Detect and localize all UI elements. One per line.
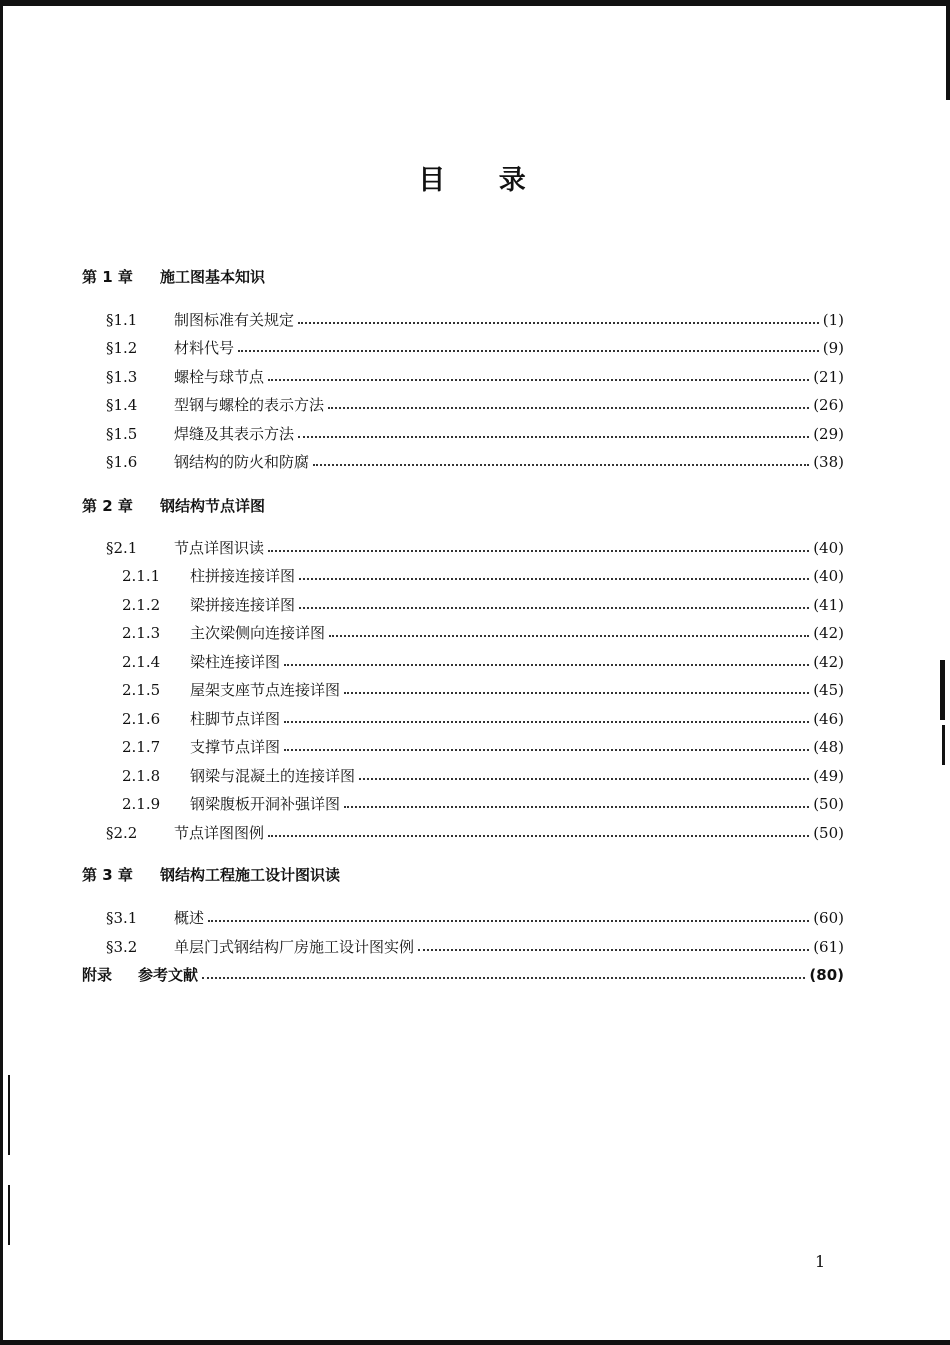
entry-title: 材料代号: [174, 339, 235, 357]
scan-border-bottom: [0, 1340, 950, 1345]
entry-page: (60): [813, 909, 844, 927]
entry-number: 2.1.8: [122, 767, 161, 785]
toc-entry[interactable]: [122, 765, 844, 787]
toc-entry[interactable]: [106, 936, 844, 958]
scan-edge-mark: [942, 725, 945, 765]
entry-page: (50): [813, 795, 844, 813]
entry-page: (29): [813, 425, 844, 443]
dot-leader: [298, 322, 819, 324]
entry-title: 参考文献: [138, 966, 199, 984]
entry-number: 2.1.2: [122, 596, 161, 614]
entry-number: §3.1: [106, 909, 138, 927]
chapter-heading: [82, 266, 265, 287]
entry-page: (49): [813, 767, 844, 785]
entry-page: (42): [813, 653, 844, 671]
dot-leader: [313, 464, 809, 466]
entry-title: 钢结构的防火和防腐: [174, 453, 310, 471]
entry-number: §2.1: [106, 539, 138, 557]
chapter-title: 施工图基本知识: [160, 268, 266, 286]
toc-entry[interactable]: [122, 651, 844, 673]
entry-page: (50): [813, 824, 844, 842]
toc-entry[interactable]: [106, 537, 844, 559]
toc-entry[interactable]: [106, 394, 844, 416]
entry-number: §2.2: [106, 824, 138, 842]
scan-border-left: [0, 0, 3, 1345]
toc-entry[interactable]: [122, 736, 844, 758]
entry-number: §3.2: [106, 938, 138, 956]
dot-leader: [298, 436, 809, 438]
entry-page: (42): [813, 624, 844, 642]
dot-leader: [284, 721, 809, 723]
toc-entry[interactable]: [122, 565, 844, 587]
chapter-number: 第 3 章: [82, 866, 133, 884]
entry-page: (61): [813, 938, 844, 956]
entry-title: 梁柱连接详图: [190, 653, 281, 671]
dot-leader: [202, 977, 805, 979]
entry-title: 支撑节点详图: [190, 738, 281, 756]
entry-title: 概述: [174, 909, 205, 927]
entry-number: §1.2: [106, 339, 138, 357]
entry-number: §1.4: [106, 396, 138, 414]
entry-title: 焊缝及其表示方法: [174, 425, 295, 443]
entry-number: 2.1.1: [122, 567, 161, 585]
entry-page: (21): [813, 368, 844, 386]
scan-edge-mark: [940, 660, 945, 720]
entry-page: (45): [813, 681, 844, 699]
scan-edge-mark: [8, 1075, 10, 1155]
entry-number: §1.3: [106, 368, 138, 386]
dot-leader: [284, 749, 809, 751]
dot-leader: [268, 379, 809, 381]
chapter-title: 钢结构工程施工设计图识读: [160, 866, 341, 884]
entry-number: 2.1.6: [122, 710, 161, 728]
dot-leader: [208, 920, 809, 922]
chapter-number: 第 2 章: [82, 497, 133, 515]
toc-entry[interactable]: [122, 708, 844, 730]
scan-edge-mark: [8, 1185, 10, 1245]
entry-number: §1.5: [106, 425, 138, 443]
dot-leader: [329, 635, 809, 637]
dot-leader: [328, 407, 809, 409]
entry-page: (38): [813, 453, 844, 471]
toc-entry[interactable]: [106, 451, 844, 473]
entry-title: 柱拼接连接详图: [190, 567, 296, 585]
dot-leader: [299, 578, 809, 580]
dot-leader: [299, 607, 809, 609]
chapter-heading: [82, 495, 265, 516]
entry-title: 主次梁侧向连接详图: [190, 624, 326, 642]
dot-leader: [344, 692, 809, 694]
entry-page: (1): [822, 311, 844, 329]
entry-page: (40): [813, 567, 844, 585]
entry-number: 2.1.7: [122, 738, 161, 756]
dot-leader: [359, 778, 809, 780]
entry-number: 2.1.9: [122, 795, 161, 813]
chapter-title: 钢结构节点详图: [160, 497, 266, 515]
entry-page: (9): [822, 339, 844, 357]
scan-border-top: [0, 0, 950, 6]
toc-entry[interactable]: [106, 309, 844, 331]
chapter-heading: [82, 864, 340, 885]
chapter-number: 第 1 章: [82, 268, 133, 286]
entry-title: 节点详图图例: [174, 824, 265, 842]
page-number: 1: [815, 1252, 826, 1271]
entry-title: 梁拼接连接详图: [190, 596, 296, 614]
toc-entry[interactable]: [106, 822, 844, 844]
dot-leader: [284, 664, 809, 666]
dot-leader: [238, 350, 819, 352]
entry-number: §1.1: [106, 311, 138, 329]
entry-page: (46): [813, 710, 844, 728]
page-title: 目 录: [418, 165, 548, 196]
entry-number: 2.1.5: [122, 681, 161, 699]
entry-title: 型钢与螺栓的表示方法: [174, 396, 325, 414]
entry-title: 柱脚节点详图: [190, 710, 281, 728]
entry-page: (48): [813, 738, 844, 756]
toc-entry[interactable]: [122, 622, 844, 644]
dot-leader: [344, 806, 809, 808]
entry-title: 螺栓与球节点: [174, 368, 265, 386]
toc-entry[interactable]: [122, 679, 844, 701]
entry-page: (40): [813, 539, 844, 557]
entry-number: 2.1.4: [122, 653, 161, 671]
toc-entry[interactable]: [106, 337, 844, 359]
toc-entry[interactable]: [106, 423, 844, 445]
entry-title: 节点详图识读: [174, 539, 265, 557]
dot-leader: [268, 835, 809, 837]
toc-entry[interactable]: [122, 793, 844, 815]
toc-entry-appendix[interactable]: [82, 964, 844, 986]
entry-number: §1.6: [106, 453, 138, 471]
entry-title: 制图标准有关规定: [174, 311, 295, 329]
entry-page: (26): [813, 396, 844, 414]
dot-leader: [418, 949, 809, 951]
entry-title: 屋架支座节点连接详图: [190, 681, 341, 699]
entry-page: (80): [809, 966, 844, 984]
entry-title: 钢梁与混凝土的连接详图: [190, 767, 356, 785]
entry-number: 2.1.3: [122, 624, 161, 642]
entry-number: 附录: [82, 966, 113, 984]
toc-entry[interactable]: [106, 907, 844, 929]
toc-entry[interactable]: [122, 594, 844, 616]
entry-page: (41): [813, 596, 844, 614]
dot-leader: [268, 550, 809, 552]
toc-entry[interactable]: [106, 366, 844, 388]
entry-title: 单层门式钢结构厂房施工设计图实例: [174, 938, 415, 956]
scan-border-right: [946, 0, 950, 100]
entry-title: 钢梁腹板开洞补强详图: [190, 795, 341, 813]
